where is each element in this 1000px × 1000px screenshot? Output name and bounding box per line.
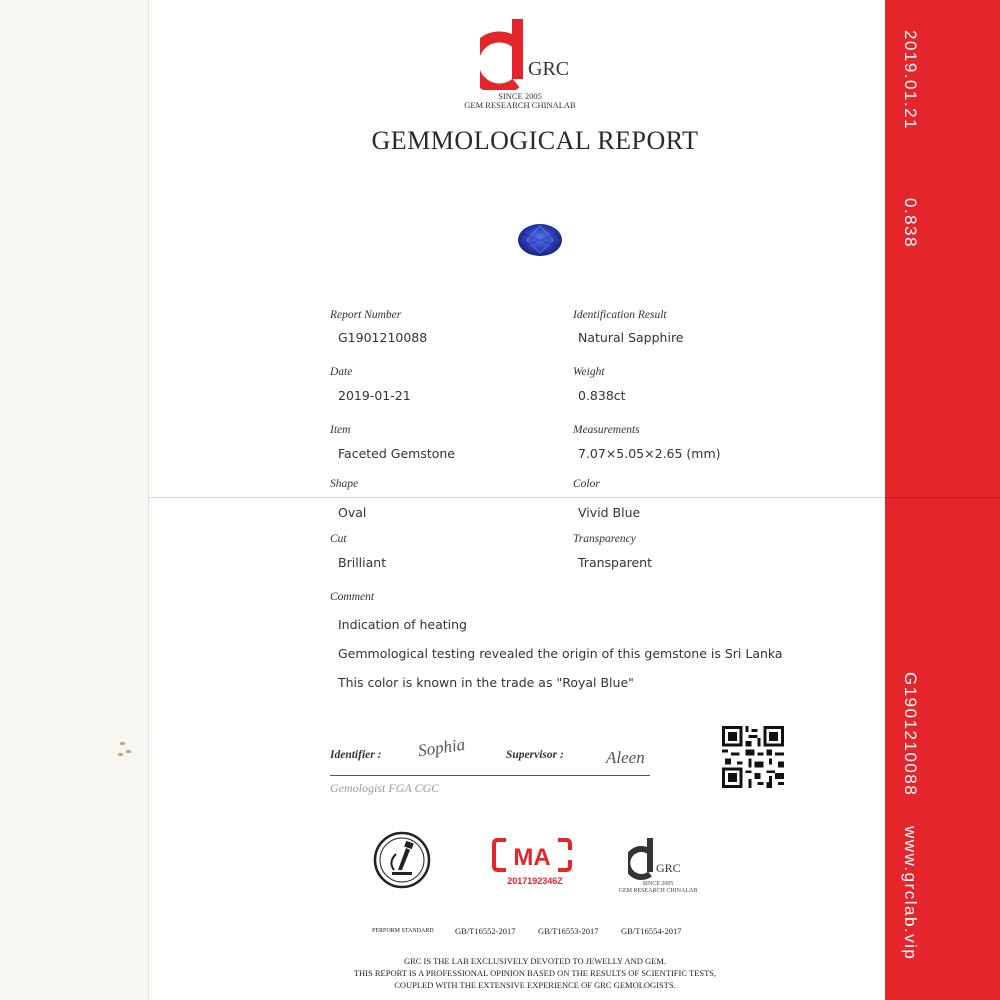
date-label: Date [330, 366, 353, 378]
scan-speck [118, 753, 123, 756]
shape-label: Shape [330, 478, 359, 490]
item-value: Faceted Gemstone [338, 446, 455, 461]
logo-caption [460, 92, 580, 110]
weight-value: 0.838ct [578, 388, 626, 403]
microscope-seal-icon [372, 830, 432, 890]
scan-edge [0, 0, 148, 1000]
qr-code-icon[interactable] [722, 726, 784, 788]
measurements-label: Measurements [573, 424, 640, 436]
cut-label: Cut [330, 533, 347, 545]
since-text: SINCE 2005 [498, 91, 542, 101]
transparency-label: Transparency [573, 533, 636, 545]
side-date: 2019.01.21 [901, 30, 920, 131]
side-report-number: G1901210088 [901, 672, 920, 797]
cma-seal-icon [492, 836, 572, 874]
supervisor-label: Supervisor : [506, 749, 564, 761]
sapphire-gem-icon [517, 222, 563, 258]
footer-line: THIS REPORT IS A PROFESSIONAL OPINION BASED ON THE RESULTS OF SCIENTIFIC TESTS, [353, 968, 717, 978]
band-fold-line [885, 497, 1000, 498]
signature-line [330, 775, 650, 776]
side-website: www.grclab.vip [901, 826, 920, 961]
cut-value: Brilliant [338, 555, 387, 570]
color-label: Color [573, 478, 600, 490]
lab-name: GEM RESEARCH CHINALAB [464, 100, 576, 110]
standards-label: PERFORM STANDARD [372, 928, 434, 934]
scan-speck [126, 750, 131, 753]
grc-small-lab: GEM RESEARCH CHINALAB [618, 888, 698, 894]
side-weight: 0.838 [901, 198, 920, 249]
comment-line: Gemmological testing revealed the origin of this gemstone is Sri Lanka [338, 646, 783, 661]
report-number-label: Report Number [330, 309, 402, 321]
footer-line: GRC IS THE LAB EXCLUSIVELY DEVOTED TO JEWELLY AND GEM. [403, 956, 667, 966]
shape-value: Oval [338, 505, 367, 520]
comment-label: Comment [330, 591, 375, 603]
footer-line: COUPLED WITH THE EXTENSIVE EXPERIENCE OF GRC GEMOLOGISTS. [394, 980, 676, 990]
comment-line: Indication of heating [338, 617, 467, 632]
grc-logo-icon [480, 15, 590, 90]
report-number-value: G1901210088 [338, 330, 428, 345]
measurements-value: 7.07×5.05×2.65 (mm) [578, 446, 721, 461]
identification-result-label: Identification Result [573, 309, 667, 321]
scan-speck [120, 742, 125, 745]
standard-item: GB/T16554-2017 [621, 926, 682, 936]
grc-small-since: SINCE 2005 [642, 881, 674, 887]
scan-edge-line [148, 0, 149, 1000]
fold-line [148, 497, 885, 498]
grc-small-logo-text: GRC [656, 861, 681, 875]
color-value: Vivid Blue [578, 505, 641, 520]
transparency-value: Transparent [578, 555, 653, 570]
comment-line: This color is known in the trade as "Royal Blue" [338, 675, 634, 690]
cma-number: 2017192346Z [507, 876, 563, 886]
identification-result-value: Natural Sapphire [578, 330, 684, 345]
identifier-signature: Sophia [416, 734, 467, 761]
identifier-label: Identifier : [330, 749, 382, 761]
weight-label: Weight [573, 366, 605, 378]
item-label: Item [330, 424, 351, 436]
date-value: 2019-01-21 [338, 388, 411, 403]
report-title: GEMMOLOGICAL REPORT [371, 126, 699, 155]
cma-seal-text: MA [513, 844, 551, 871]
standard-item: GB/T16552-2017 [455, 926, 516, 936]
grc-small-caption [618, 881, 698, 895]
grc-logo-text: GRC [528, 58, 570, 80]
grc-small-logo-icon [628, 836, 698, 881]
standard-item: GB/T16553-2017 [538, 926, 599, 936]
supervisor-signature: Aleen [606, 748, 645, 767]
gemologist-credentials: Gemologist FGA CGC [330, 781, 440, 795]
